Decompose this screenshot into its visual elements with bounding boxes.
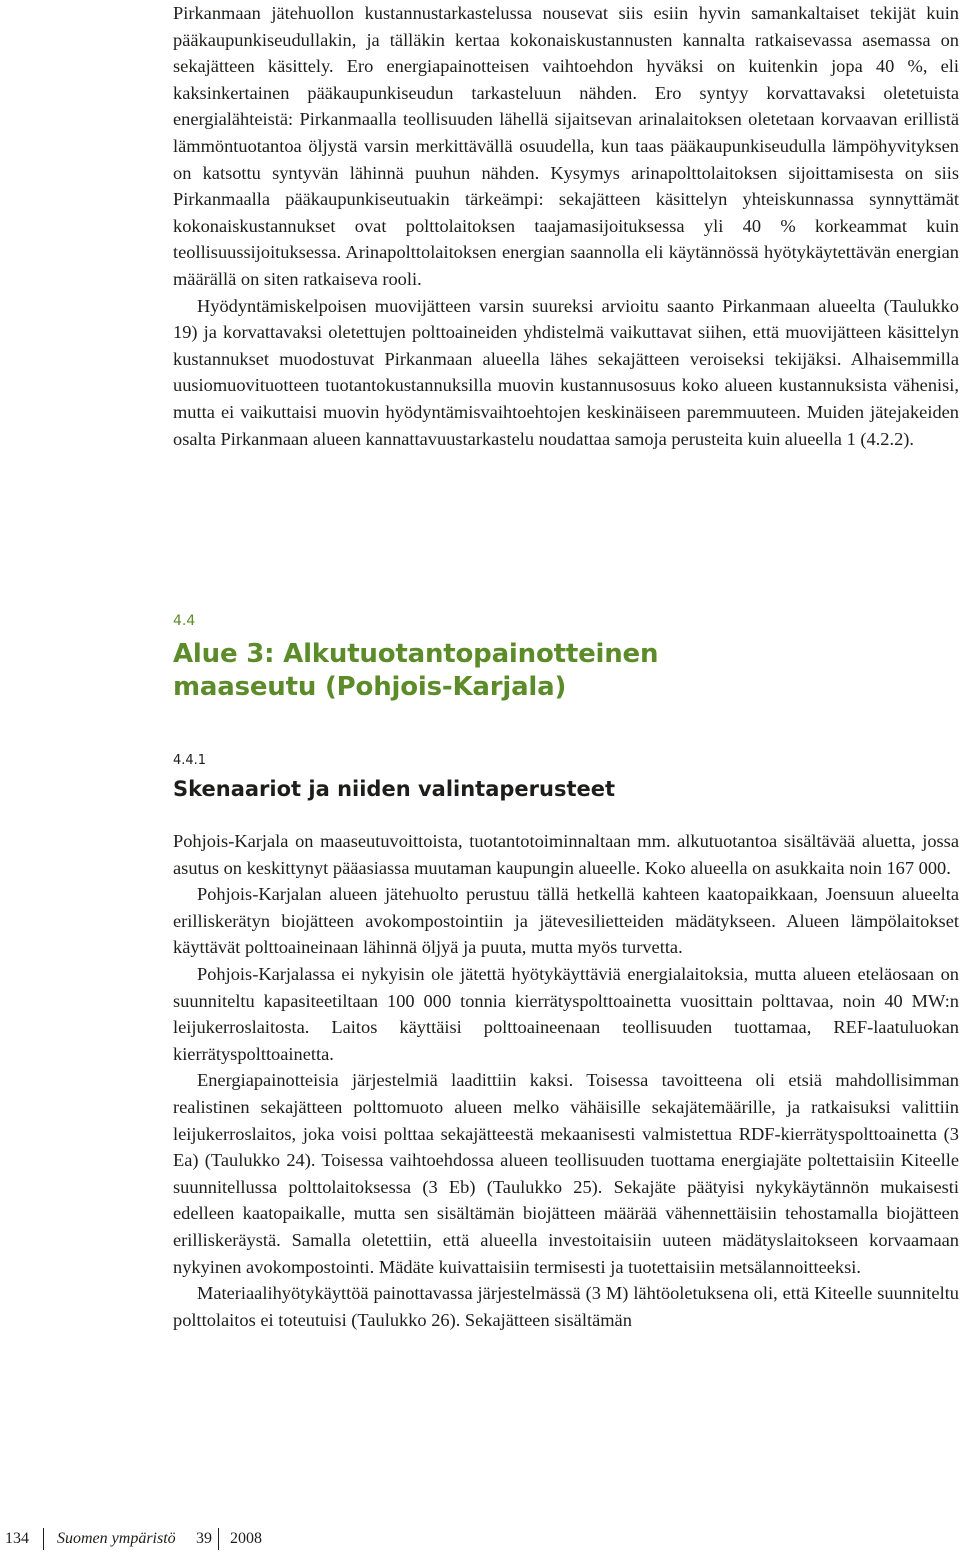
publication-year: 2008 — [230, 1530, 262, 1547]
volume-number: 39 — [196, 1530, 212, 1547]
subsection-number: 4.4.1 — [173, 753, 207, 768]
footer-divider — [43, 1528, 44, 1550]
subsection-title: Skenaariot ja niiden valintaperusteet — [173, 777, 616, 801]
section-number: 4.4 — [173, 613, 196, 629]
paragraph: Energiapainotteisia järjestelmiä laadittiin kaksi. Toisessa tavoitteena oli etsiä mahdollisimman realistinen sekajätteen polttomuoto alueen melko vähäisille sekajätemäärille, ja ratkaisuksi valittiin leijukerroslaitos, joka voisi polttaa sekajätteestä mekaanisesti valmistettua RDF-kierrätyspolttoainetta (3 Ea) (Taulukko 24). Toisessa vaihtoehdossa alueen teollisuuden tuottama energiajäte poltettaisiin Kiteelle suunnitellussa polttolaitoksessa (3 Eb) (Taulukko 25). Sekajäte päätyisi nykykäytännön mukaisesti edelleen kaatopaikalle, mutta sen sisältämän biojätteen määrää vähennettäisiin tehostamalla biojätteen erilliskeräystä. Samalla oletettiin, että alueella investoitaisiin uuteen mädätyslaitokseen korvaamaan nykyinen avokompostointi. Mädäte kuivattaisiin termisesti ja tuotettaisiin metsälannoitteeksi. — [173, 1070, 959, 1277]
paragraph: Pohjois-Karjala on maaseutuvoittoista, tuotantotoiminnaltaan mm. alkutuotantoa sisältävää aluetta, jossa asutus on keskittynyt pääasiassa muutaman kaupungin alueelle. Koko alueella on asukkaita noin 167 000. — [173, 831, 959, 878]
body-text-top — [173, 0, 959, 452]
paragraph: Materiaalihyötykäyttöä painottavassa järjestelmässä (3 M) lähtöoletuksena oli, että Kiteelle suunniteltu polttolaitos ei toteutuisi (Taulukko 26). Sekajätteen sisältämän — [173, 1283, 959, 1330]
section-title-line: Alue 3: Alkutuotantopainotteinen — [173, 639, 659, 669]
paragraph: Pirkanmaan jätehuollon kustannustarkastelussa nousevat siis esiin hyvin samankaltaiset tekijät kuin pääkaupunkiseudullakin, ja tälläkin kertaa kokonaiskustannusten kannalta ratkaisevassa asemassa on sekajätteen käsittely. Ero energiapainotteisen vaihtoehdon hyväksi on kuitenkin jopa 40 %, eli kaksinkertainen pääkaupunkiseudun tarkasteluun nähden. Ero syntyy korvattavaksi oletetuista energialähteistä: Pirkanmaalla teollisuuden lähellä sijaitsevan arinalaitoksen oletetaan korvaavan erillistä lämmöntuotantoa öljystä varsin merkittävällä osuudella, kun taas pääkaupunkiseudulla lämpöhyvityksen on katsottu syntyvän lähinnä puuhun nähden. Kysymys arinapolttolaitoksen sijoittamisesta on siis Pirkanmaalla pääkaupunkiseutuakin tärkeämpi: sekajätteen käsittelyn yhteiskunnassa synnyttämät kokonaiskustannukset ovat polttolaitoksen taajamasijoituksessa yli 40 % korkeammat kuin teollisuussijoituksessa. Arinapolttolaitoksen energian saannolla eli käytännössä hyötykäytettävän energian määrällä on siten ratkaiseva rooli. — [173, 3, 959, 289]
publication-name: Suomen ympäristö — [57, 1530, 176, 1547]
paragraph: Pohjois-Karjalan alueen jätehuolto perustuu tällä hetkellä kahteen kaatopaikkaan, Joensuun alueelta erilliskerätyn biojätteen avokompostointiin ja jätevesilietteiden mädätykseen. Alueen lämpölaitokset käyttävät polttoaineinaan lähinnä öljyä ja puuta, mutta myös turvetta. — [173, 884, 959, 958]
body-text-bottom — [173, 828, 959, 1333]
subsection-heading — [173, 752, 959, 804]
page-footer — [0, 1524, 400, 1554]
section-title-line: maaseutu (Pohjois-Karjala) — [173, 672, 567, 702]
section-heading — [173, 610, 959, 704]
paragraph: Pohjois-Karjalassa ei nykyisin ole jätettä hyötykäyttäviä energialaitoksia, mutta alueen eteläosaan on suunniteltu kapasiteetiltaan 100 000 tonnia kierrätyspolttoainetta vuosittain polttavaa, noin 40 MW:n leijukerroslaitosta. Laitos käyttäisi polttoaineenaan teollisuuden tuottamaa, REF-laatuluokan kierrätyspolttoainetta. — [173, 963, 959, 1064]
page-number: 134 — [5, 1530, 29, 1547]
section-title — [173, 638, 959, 704]
footer-divider — [218, 1528, 219, 1550]
paragraph: Hyödyntämiskelpoisen muovijätteen varsin suureksi arvioitu saanto Pirkanmaan alueelta (Taulukko 19) ja korvattavaksi oletettujen polttoaineiden yhdistelmä vaikuttavat siihen, että muovijätteen käsittelyn kustannukset muodostuvat Pirkanmaan alueella lähes sekajätteen veroiseksi tekijäksi. Alhaisemmilla uusiomuovituotteen tuotantokustannuksilla muovin kustannusosuus koko alueen kustannuksista vähenisi, mutta ei vaikuttaisi muovin hyödyntämisvaihtoehtojen keskinäiseen paremmuuteen. Muiden jätejakeiden osalta Pirkanmaan alueen kannattavuustarkastelu noudattaa samoja perusteita kuin alueella 1 (4.2.2). — [173, 295, 959, 449]
